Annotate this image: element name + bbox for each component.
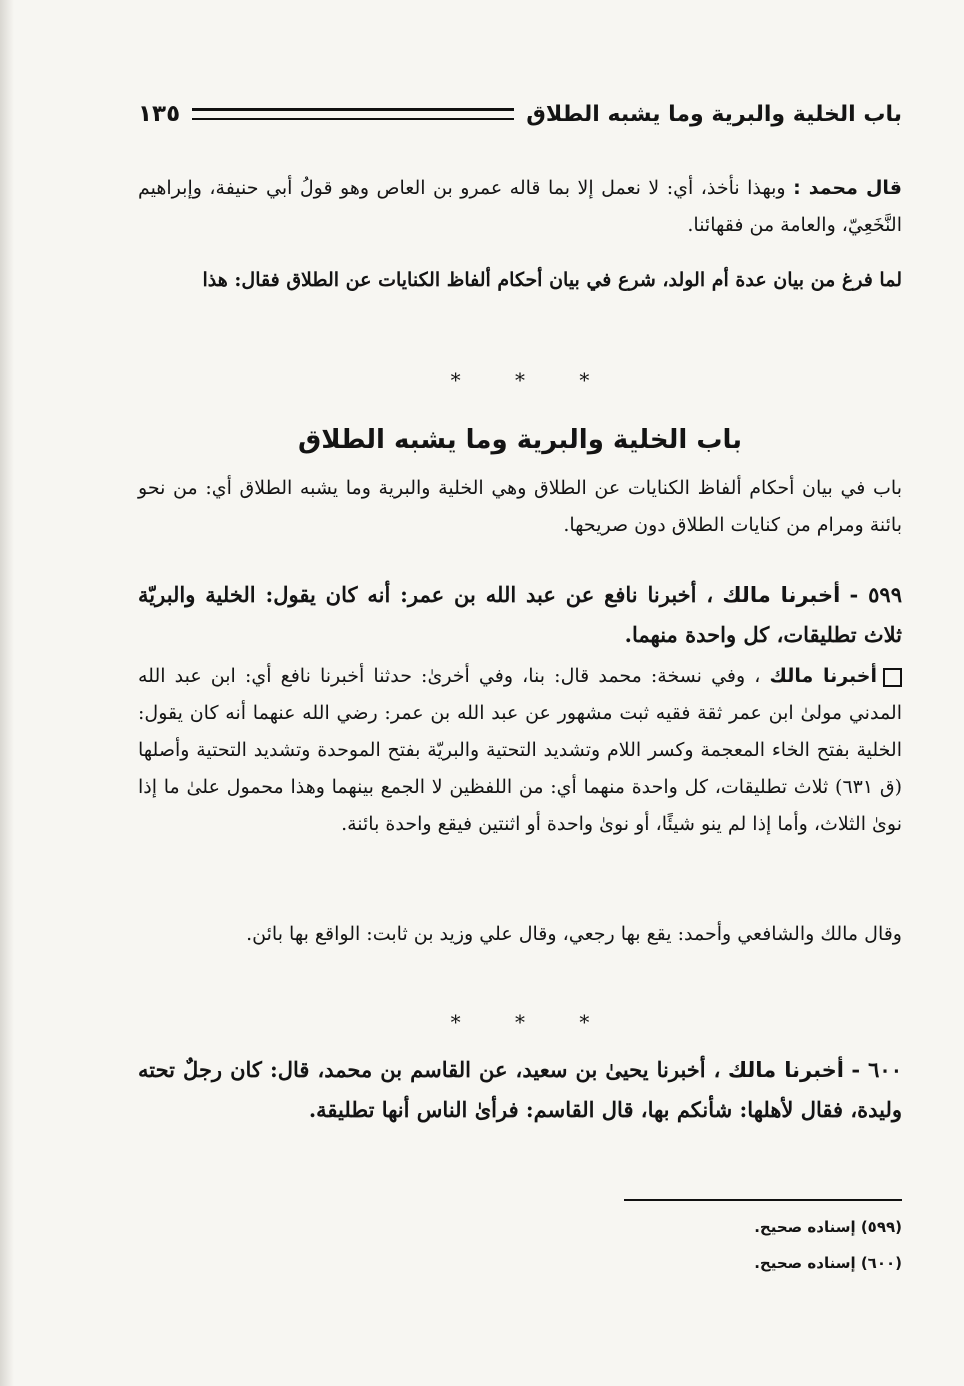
intro-text-2: لما فرغ من بيان عدة أم الولد، شرع في بيان أحكام ألفاظ الكنايات عن الطلاق فقال: هذا <box>202 269 902 291</box>
commentary-599-text: ، وفي نسخة: محمد قال: بنا، وفي أخرىٰ: حدثنا أخبرنا نافع أي: ابن عبد الله المدني مولىٰ ابن عمر ثقة فقيه ثبت مشهور عن عبد الله بن عمر: رضي الله عنهما أنه كان يقول: الخلية بفتح الخاء المعجمة وكسر اللام وتشديد التحتية والبريّة بفتح الموحدة وتشديد التحتية وأصلها (ق ٦٣١) ثلاث تطليقات، كل واحدة منهما أي: من اللفظين لا الجمع بينهما وهذا محمول علىٰ ما إذا نوىٰ الثلاث، وأما إذا لم ينو شيئًا، أو نوىٰ واحدة أو اثنتين فيقع واحدة بائنة. <box>138 665 902 835</box>
square-box-icon <box>883 668 902 687</box>
section-separator-2: * * * <box>450 1010 590 1034</box>
hadith-599-number: ٥٩٩ - <box>849 582 902 607</box>
hadith-599 <box>138 575 902 655</box>
hadith-599-lead: أخبرنا مالك <box>722 583 841 607</box>
chapter-intro-text: باب في بيان أحكام ألفاظ الكنايات عن الطلاق وهي الخلية والبرية وما يشبه الطلاق أي: من نحو بائنة ومرام من كنايات الطلاق دون صريحها. <box>138 477 902 536</box>
scan-edge-shadow <box>0 0 14 1386</box>
hadith-600-number: ٦٠٠ - <box>851 1057 902 1082</box>
intro-lead: قال محمد : <box>793 177 902 199</box>
commentary-599-lead: أخبرنا مالك <box>769 665 877 687</box>
running-header <box>138 96 902 132</box>
commentary-599-continued <box>138 916 902 953</box>
section-separator-1: * * * <box>450 368 590 392</box>
commentary-599 <box>138 658 902 843</box>
intro-paragraph-2 <box>138 262 902 299</box>
footnote-separator <box>624 1199 902 1201</box>
chapter-intro <box>138 470 902 544</box>
running-header-rule <box>192 108 514 120</box>
footnote-600: (٦٠٠) إسناده صحيح. <box>754 1254 902 1272</box>
intro-paragraph-1 <box>138 170 902 244</box>
hadith-600-text: ، أخبرنا يحيىٰ بن سعيد، عن القاسم بن محمد، قال: كان رجلٌ تحته وليدة، فقال لأهلها: شأنكم بها، قال القاسم: فرأىٰ الناس أنها تطليقة. <box>138 1057 902 1122</box>
chapter-title: باب الخلية والبرية وما يشبه الطلاق <box>297 425 743 455</box>
commentary-599-text-2: وقال مالك والشافعي وأحمد: يقع بها رجعي، وقال علي وزيد بن ثابت: الواقع بها بائن. <box>246 923 902 945</box>
running-header-title: باب الخلية والبرية وما يشبه الطلاق <box>526 101 902 127</box>
hadith-599-text: ، أخبرنا نافع عن عبد الله بن عمر: أنه كان يقول: الخلية والبريّة ثلاث تطليقات، كل واحدة منهما. <box>138 582 902 647</box>
footnote-599: (٥٩٩) إسناده صحيح. <box>754 1218 902 1236</box>
hadith-600 <box>138 1050 902 1130</box>
hadith-600-lead: أخبرنا مالك <box>727 1058 844 1082</box>
intro-text-1: وبهذا نأخذ، أي: لا نعمل إلا بما قاله عمرو بن العاص وهو قولُ أبي حنيفة، وإبراهيم النَّخَعِيّ، والعامة من فقهائنا. <box>138 177 902 236</box>
page-number: ١٣٥ <box>138 101 181 127</box>
